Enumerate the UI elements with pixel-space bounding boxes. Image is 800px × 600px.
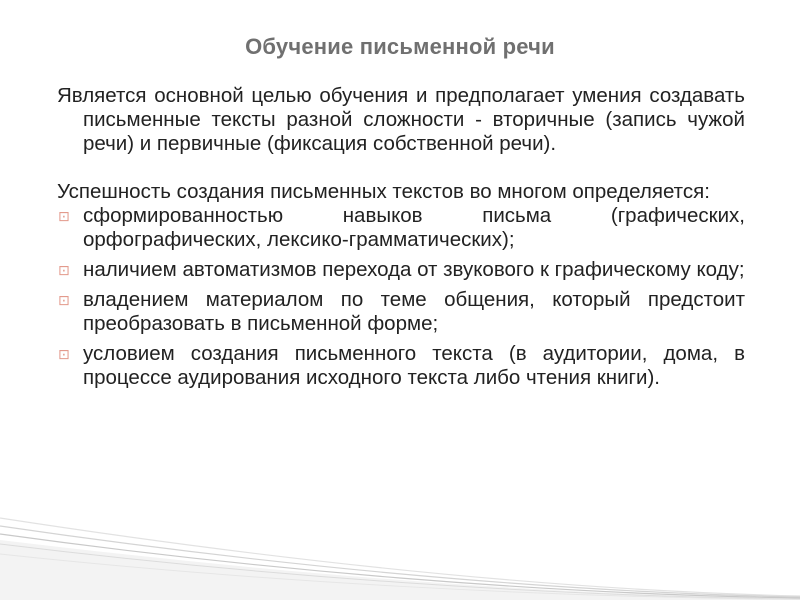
list-item bbox=[57, 204, 745, 252]
bullet-icon: ⊡ bbox=[58, 262, 70, 278]
bullet-icon: ⊡ bbox=[58, 346, 70, 362]
bullet-text: условием создания письменного текста (в аудитории, дома, в процессе аудирования исходного текста либо чтения книги). bbox=[83, 342, 745, 389]
list-item bbox=[57, 288, 745, 336]
bullet-text: наличием автоматизмов перехода от звукового к графическому коду; bbox=[83, 258, 745, 281]
slide-body bbox=[57, 84, 745, 396]
decorative-stripes bbox=[0, 500, 800, 600]
paragraph-gap bbox=[57, 156, 745, 180]
bullet-text: сформированностью навыков письма (графических, орфографических, лексико-грамматических); bbox=[83, 204, 745, 251]
list-item bbox=[57, 342, 745, 390]
bullet-list bbox=[57, 204, 745, 390]
slide-title: Обучение письменной речи bbox=[245, 34, 555, 59]
intro-paragraph: Является основной целью обучения и предполагает умения создавать письменные тексты разной сложности - вторичные (запись чужой речи) и первичные (фиксация собственной речи). bbox=[57, 84, 745, 155]
bullet-icon: ⊡ bbox=[58, 292, 70, 308]
list-item bbox=[57, 258, 745, 282]
lead-paragraph: Успешность создания письменных текстов во многом определяется: bbox=[57, 180, 710, 203]
bullet-icon: ⊡ bbox=[58, 208, 70, 224]
bullet-text: владением материалом по теме общения, который предстоит преобразовать в письменной форме; bbox=[83, 288, 745, 335]
